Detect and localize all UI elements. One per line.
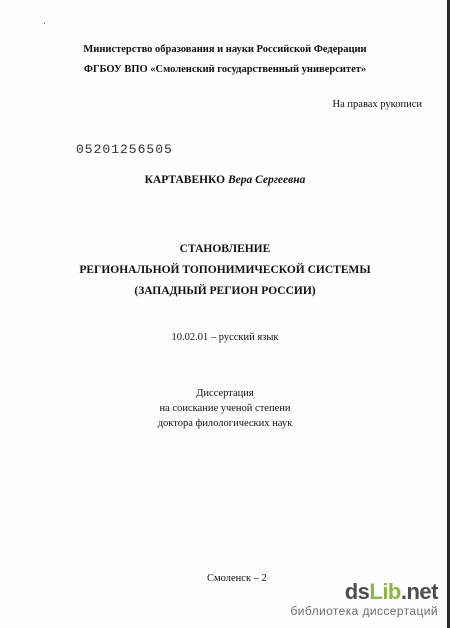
dslib-watermark: [291, 581, 439, 618]
watermark-logo: [291, 581, 439, 603]
city-year: Смоленск – 2: [207, 573, 267, 584]
ministry-name: Министерство образования и науки Российской Федерации: [83, 44, 367, 55]
dissertation-line-1: Диссертация: [196, 388, 254, 399]
watermark-tagline: библиотека диссертаций: [290, 604, 438, 618]
dissertation-line-2: на соискание ученой степени: [159, 403, 291, 414]
title-line-3: (ЗАПАДНЫЙ РЕГИОН РОССИИ): [134, 285, 316, 297]
scan-speck: [44, 23, 45, 24]
watermark-logo-lib: Lib: [369, 579, 401, 604]
university-name: ФГБОУ ВПО «Смоленский государственный университет»: [83, 64, 367, 75]
author-given-names: Вера Сергеевна: [227, 174, 306, 186]
dissertation-line-3: доктора филологических наук: [157, 418, 293, 429]
speciality-code: 10.02.01 – русский язык: [171, 332, 279, 343]
watermark-logo-ds: ds: [344, 579, 370, 604]
author-surname: КАРТАВЕНКО: [144, 174, 226, 186]
author-name: [0, 174, 450, 186]
title-line-1: СТАНОВЛЕНИЕ: [179, 243, 271, 255]
library-stamp-number: 05201256505: [76, 142, 173, 157]
watermark-logo-net: .net: [400, 579, 438, 604]
title-line-2: РЕГИОНАЛЬНОЙ ТОПОНИМИЧЕСКОЙ СИСТЕМЫ: [79, 264, 371, 276]
rights-note: На правах рукописи: [332, 99, 422, 110]
